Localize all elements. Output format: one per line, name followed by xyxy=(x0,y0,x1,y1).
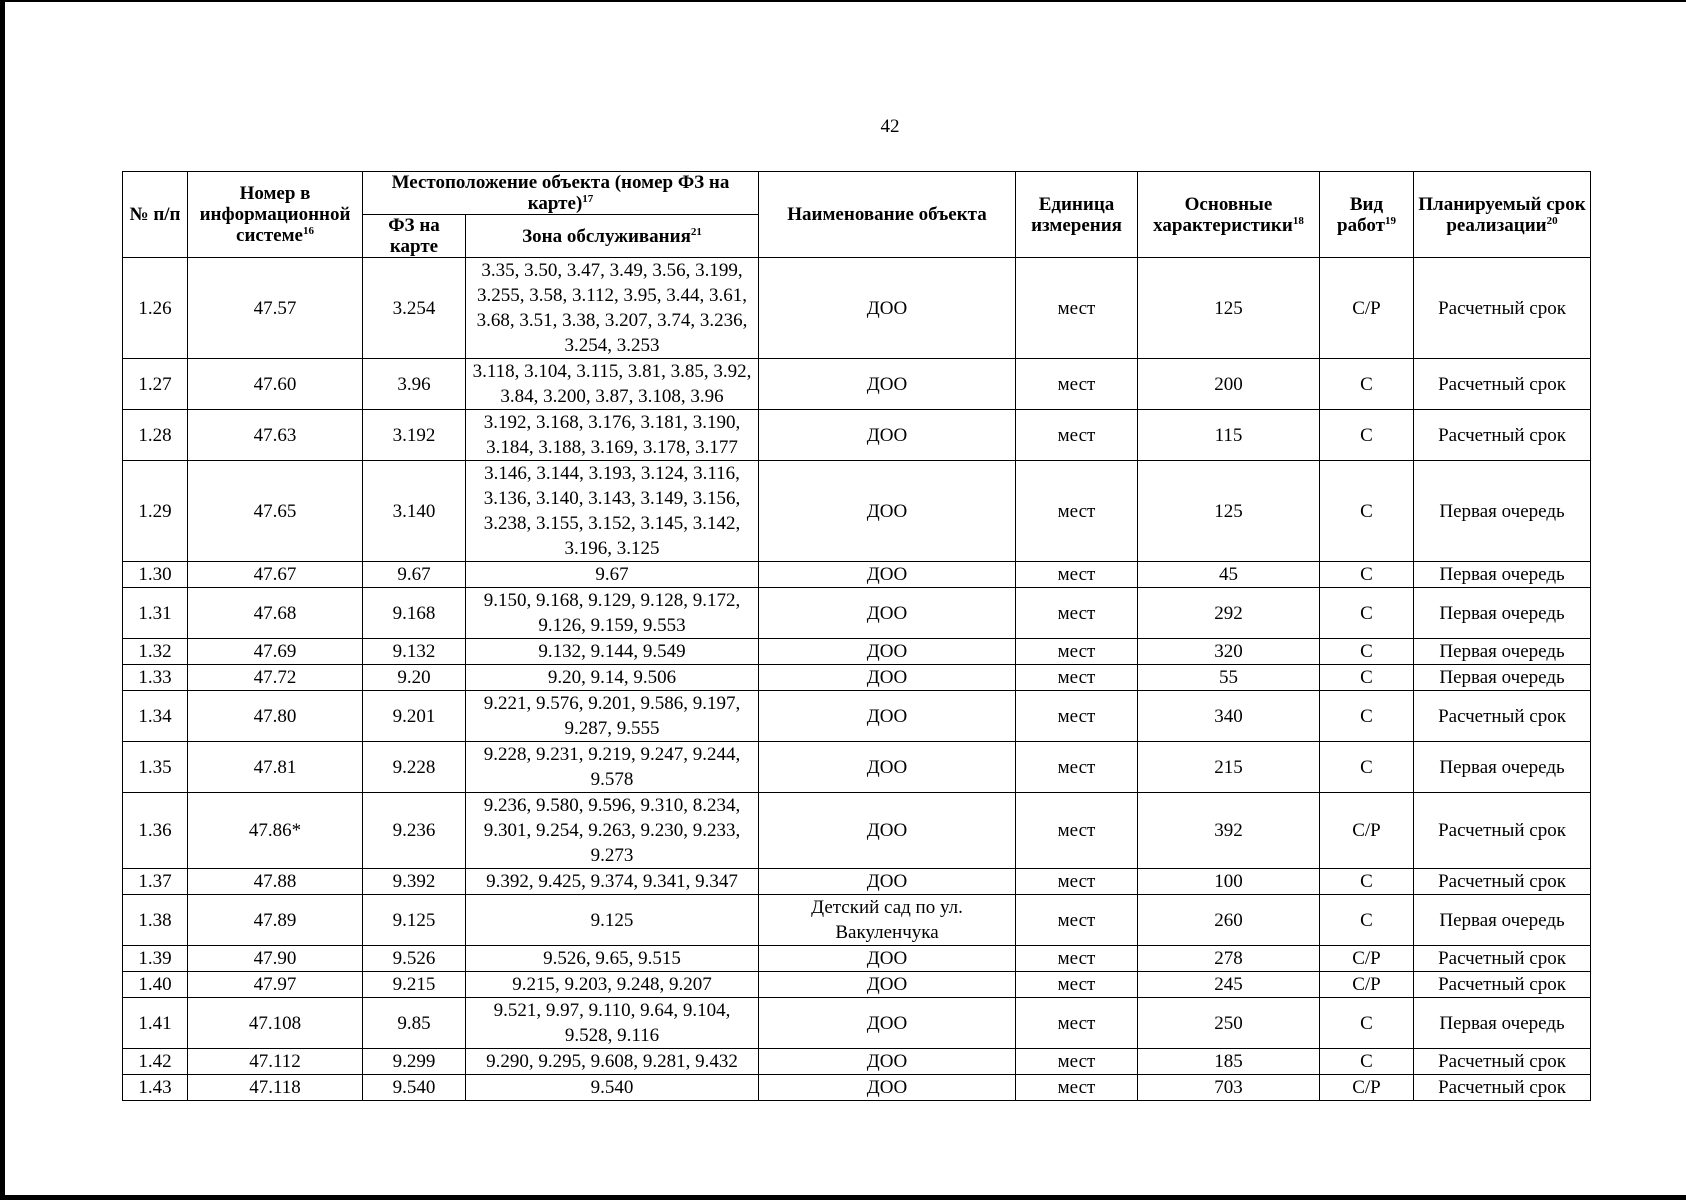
header-unit: Единица измерения xyxy=(1016,172,1138,258)
cell-term: Первая очередь xyxy=(1414,461,1591,562)
cell-is-number: 47.112 xyxy=(188,1049,363,1075)
cell-work: С xyxy=(1320,869,1414,895)
cell-zone: 9.221, 9.576, 9.201, 9.586, 9.197, 9.287, 9.555 xyxy=(466,691,759,742)
cell-name: ДОО xyxy=(759,639,1016,665)
header-work: Вид работ$^{19}$ xyxy=(1320,172,1414,258)
cell-chars: 200 xyxy=(1138,359,1320,410)
cell-num: 1.38 xyxy=(123,895,188,946)
cell-unit: мест xyxy=(1016,691,1138,742)
header-row-top xyxy=(123,172,1591,215)
cell-num: 1.37 xyxy=(123,869,188,895)
cell-fz: 9.132 xyxy=(363,639,466,665)
cell-chars: 703 xyxy=(1138,1075,1320,1101)
cell-term: Расчетный срок xyxy=(1414,793,1591,869)
cell-unit: мест xyxy=(1016,461,1138,562)
header-fz: ФЗ на карте xyxy=(363,215,466,258)
cell-name: ДОО xyxy=(759,998,1016,1049)
cell-is-number: 47.118 xyxy=(188,1075,363,1101)
cell-chars: 45 xyxy=(1138,562,1320,588)
cell-chars: 100 xyxy=(1138,869,1320,895)
cell-name: Детский сад по ул. Вакуленчука xyxy=(759,895,1016,946)
cell-name: ДОО xyxy=(759,562,1016,588)
cell-name: ДОО xyxy=(759,359,1016,410)
cell-work: С xyxy=(1320,742,1414,793)
cell-unit: мест xyxy=(1016,665,1138,691)
cell-num: 1.28 xyxy=(123,410,188,461)
table-row xyxy=(123,588,1591,639)
table-row xyxy=(123,359,1591,410)
cell-work: С xyxy=(1320,665,1414,691)
cell-is-number: 47.67 xyxy=(188,562,363,588)
table-row xyxy=(123,1049,1591,1075)
cell-name: ДОО xyxy=(759,410,1016,461)
cell-work: С/Р xyxy=(1320,1075,1414,1101)
cell-chars: 245 xyxy=(1138,972,1320,998)
page-number: 42 xyxy=(880,116,900,137)
cell-name: ДОО xyxy=(759,588,1016,639)
cell-is-number: 47.108 xyxy=(188,998,363,1049)
table-row xyxy=(123,742,1591,793)
cell-is-number: 47.97 xyxy=(188,972,363,998)
cell-name: ДОО xyxy=(759,1075,1016,1101)
cell-work: С/Р xyxy=(1320,946,1414,972)
cell-fz: 9.392 xyxy=(363,869,466,895)
cell-fz: 9.236 xyxy=(363,793,466,869)
cell-chars: 185 xyxy=(1138,1049,1320,1075)
cell-work: С xyxy=(1320,359,1414,410)
cell-fz: 9.540 xyxy=(363,1075,466,1101)
table-row xyxy=(123,461,1591,562)
cell-chars: 260 xyxy=(1138,895,1320,946)
cell-term: Первая очередь xyxy=(1414,588,1591,639)
table-row xyxy=(123,946,1591,972)
cell-name: ДОО xyxy=(759,665,1016,691)
cell-term: Расчетный срок xyxy=(1414,359,1591,410)
cell-fz: 9.526 xyxy=(363,946,466,972)
cell-is-number: 47.86* xyxy=(188,793,363,869)
cell-chars: 278 xyxy=(1138,946,1320,972)
cell-fz: 9.299 xyxy=(363,1049,466,1075)
cell-is-number: 47.65 xyxy=(188,461,363,562)
table-row xyxy=(123,691,1591,742)
cell-fz: 9.168 xyxy=(363,588,466,639)
cell-is-number: 47.60 xyxy=(188,359,363,410)
cell-name: ДОО xyxy=(759,793,1016,869)
cell-term: Первая очередь xyxy=(1414,639,1591,665)
header-zone: Зона обслуживания$^{21}$ xyxy=(466,215,759,258)
cell-num: 1.33 xyxy=(123,665,188,691)
header-is-number: Номер в информационной системе$^{16}$ xyxy=(188,172,363,258)
table-row xyxy=(123,1075,1591,1101)
cell-term: Первая очередь xyxy=(1414,998,1591,1049)
cell-unit: мест xyxy=(1016,946,1138,972)
cell-chars: 340 xyxy=(1138,691,1320,742)
cell-zone: 9.521, 9.97, 9.110, 9.64, 9.104, 9.528, 9.116 xyxy=(466,998,759,1049)
cell-num: 1.43 xyxy=(123,1075,188,1101)
table-row xyxy=(123,972,1591,998)
cell-unit: мест xyxy=(1016,895,1138,946)
cell-zone: 9.228, 9.231, 9.219, 9.247, 9.244, 9.578 xyxy=(466,742,759,793)
cell-fz: 3.96 xyxy=(363,359,466,410)
table-row xyxy=(123,998,1591,1049)
scan-edge-top xyxy=(0,0,1686,2)
table-body xyxy=(123,258,1591,1101)
cell-unit: мест xyxy=(1016,410,1138,461)
cell-num: 1.34 xyxy=(123,691,188,742)
cell-unit: мест xyxy=(1016,793,1138,869)
cell-fz: 3.192 xyxy=(363,410,466,461)
cell-zone: 9.290, 9.295, 9.608, 9.281, 9.432 xyxy=(466,1049,759,1075)
cell-chars: 215 xyxy=(1138,742,1320,793)
cell-is-number: 47.81 xyxy=(188,742,363,793)
table-row xyxy=(123,665,1591,691)
cell-name: ДОО xyxy=(759,869,1016,895)
cell-zone: 3.35, 3.50, 3.47, 3.49, 3.56, 3.199, 3.255, 3.58, 3.112, 3.95, 3.44, 3.61, 3.68, 3.51, 3.38, 3.207, 3.74, 3.236, 3.254, 3.253 xyxy=(466,258,759,359)
cell-is-number: 47.90 xyxy=(188,946,363,972)
cell-name: ДОО xyxy=(759,742,1016,793)
table-row xyxy=(123,869,1591,895)
cell-term: Расчетный срок xyxy=(1414,1049,1591,1075)
cell-unit: мест xyxy=(1016,998,1138,1049)
cell-name: ДОО xyxy=(759,461,1016,562)
cell-fz: 9.85 xyxy=(363,998,466,1049)
cell-zone: 9.392, 9.425, 9.374, 9.341, 9.347 xyxy=(466,869,759,895)
cell-term: Расчетный срок xyxy=(1414,691,1591,742)
cell-zone: 9.236, 9.580, 9.596, 9.310, 8.234, 9.301, 9.254, 9.263, 9.230, 9.233, 9.273 xyxy=(466,793,759,869)
cell-zone: 9.132, 9.144, 9.549 xyxy=(466,639,759,665)
cell-chars: 250 xyxy=(1138,998,1320,1049)
cell-fz: 9.125 xyxy=(363,895,466,946)
cell-unit: мест xyxy=(1016,639,1138,665)
cell-fz: 9.67 xyxy=(363,562,466,588)
cell-work: С/Р xyxy=(1320,793,1414,869)
cell-term: Первая очередь xyxy=(1414,895,1591,946)
cell-work: С xyxy=(1320,639,1414,665)
cell-unit: мест xyxy=(1016,258,1138,359)
cell-is-number: 47.69 xyxy=(188,639,363,665)
header-chars: Основные характеристики$^{18}$ xyxy=(1138,172,1320,258)
cell-term: Первая очередь xyxy=(1414,742,1591,793)
cell-num: 1.29 xyxy=(123,461,188,562)
cell-unit: мест xyxy=(1016,1075,1138,1101)
cell-is-number: 47.63 xyxy=(188,410,363,461)
cell-unit: мест xyxy=(1016,359,1138,410)
cell-fz: 9.228 xyxy=(363,742,466,793)
cell-num: 1.32 xyxy=(123,639,188,665)
cell-unit: мест xyxy=(1016,1049,1138,1075)
scan-edge-bottom xyxy=(0,1195,1686,1200)
table-row xyxy=(123,895,1591,946)
cell-term: Расчетный срок xyxy=(1414,869,1591,895)
cell-unit: мест xyxy=(1016,562,1138,588)
header-num: № п/п xyxy=(123,172,188,258)
cell-zone: 9.20, 9.14, 9.506 xyxy=(466,665,759,691)
cell-zone: 9.125 xyxy=(466,895,759,946)
cell-fz: 9.20 xyxy=(363,665,466,691)
cell-zone: 9.67 xyxy=(466,562,759,588)
cell-name: ДОО xyxy=(759,691,1016,742)
cell-name: ДОО xyxy=(759,1049,1016,1075)
cell-work: С xyxy=(1320,998,1414,1049)
scan-edge-left xyxy=(0,0,5,1200)
cell-name: ДОО xyxy=(759,258,1016,359)
cell-work: С xyxy=(1320,562,1414,588)
cell-chars: 125 xyxy=(1138,258,1320,359)
cell-zone: 3.192, 3.168, 3.176, 3.181, 3.190, 3.184, 3.188, 3.169, 3.178, 3.177 xyxy=(466,410,759,461)
objects-table xyxy=(122,171,1591,1101)
table-row xyxy=(123,258,1591,359)
table-row xyxy=(123,410,1591,461)
cell-term: Расчетный срок xyxy=(1414,258,1591,359)
cell-num: 1.39 xyxy=(123,946,188,972)
cell-work: С xyxy=(1320,410,1414,461)
cell-num: 1.26 xyxy=(123,258,188,359)
cell-num: 1.35 xyxy=(123,742,188,793)
cell-chars: 292 xyxy=(1138,588,1320,639)
header-name: Наименование объекта xyxy=(759,172,1016,258)
cell-unit: мест xyxy=(1016,972,1138,998)
cell-term: Расчетный срок xyxy=(1414,410,1591,461)
cell-fz: 9.201 xyxy=(363,691,466,742)
cell-work: С xyxy=(1320,895,1414,946)
cell-unit: мест xyxy=(1016,588,1138,639)
cell-num: 1.31 xyxy=(123,588,188,639)
cell-chars: 55 xyxy=(1138,665,1320,691)
table-row xyxy=(123,793,1591,869)
cell-work: С xyxy=(1320,588,1414,639)
cell-is-number: 47.89 xyxy=(188,895,363,946)
cell-name: ДОО xyxy=(759,972,1016,998)
cell-is-number: 47.72 xyxy=(188,665,363,691)
cell-fz: 3.140 xyxy=(363,461,466,562)
cell-work: С xyxy=(1320,461,1414,562)
cell-is-number: 47.88 xyxy=(188,869,363,895)
cell-term: Расчетный срок xyxy=(1414,1075,1591,1101)
cell-fz: 3.254 xyxy=(363,258,466,359)
cell-work: С xyxy=(1320,691,1414,742)
cell-unit: мест xyxy=(1016,869,1138,895)
cell-zone: 9.215, 9.203, 9.248, 9.207 xyxy=(466,972,759,998)
header-term: Планируемый срок реализации$^{20}$ xyxy=(1414,172,1591,258)
cell-zone: 3.118, 3.104, 3.115, 3.81, 3.85, 3.92, 3.84, 3.200, 3.87, 3.108, 3.96 xyxy=(466,359,759,410)
cell-chars: 320 xyxy=(1138,639,1320,665)
cell-fz: 9.215 xyxy=(363,972,466,998)
header-location: Местоположение объекта (номер ФЗ на карте)$^{17}$ xyxy=(363,172,759,215)
cell-zone: 9.526, 9.65, 9.515 xyxy=(466,946,759,972)
cell-name: ДОО xyxy=(759,946,1016,972)
cell-num: 1.40 xyxy=(123,972,188,998)
table-row xyxy=(123,562,1591,588)
cell-work: С xyxy=(1320,1049,1414,1075)
cell-chars: 392 xyxy=(1138,793,1320,869)
cell-work: С/Р xyxy=(1320,972,1414,998)
cell-chars: 125 xyxy=(1138,461,1320,562)
cell-term: Расчетный срок xyxy=(1414,972,1591,998)
cell-zone: 9.540 xyxy=(466,1075,759,1101)
cell-zone: 3.146, 3.144, 3.193, 3.124, 3.116, 3.136, 3.140, 3.143, 3.149, 3.156, 3.238, 3.155, 3.152, 3.145, 3.142, 3.196, 3.125 xyxy=(466,461,759,562)
cell-num: 1.30 xyxy=(123,562,188,588)
cell-unit: мест xyxy=(1016,742,1138,793)
cell-term: Первая очередь xyxy=(1414,562,1591,588)
cell-num: 1.27 xyxy=(123,359,188,410)
cell-is-number: 47.57 xyxy=(188,258,363,359)
cell-zone: 9.150, 9.168, 9.129, 9.128, 9.172, 9.126, 9.159, 9.553 xyxy=(466,588,759,639)
cell-work: С/Р xyxy=(1320,258,1414,359)
table-row xyxy=(123,639,1591,665)
cell-num: 1.41 xyxy=(123,998,188,1049)
cell-num: 1.42 xyxy=(123,1049,188,1075)
cell-num: 1.36 xyxy=(123,793,188,869)
cell-chars: 115 xyxy=(1138,410,1320,461)
cell-is-number: 47.80 xyxy=(188,691,363,742)
cell-term: Расчетный срок xyxy=(1414,946,1591,972)
cell-is-number: 47.68 xyxy=(188,588,363,639)
cell-term: Первая очередь xyxy=(1414,665,1591,691)
